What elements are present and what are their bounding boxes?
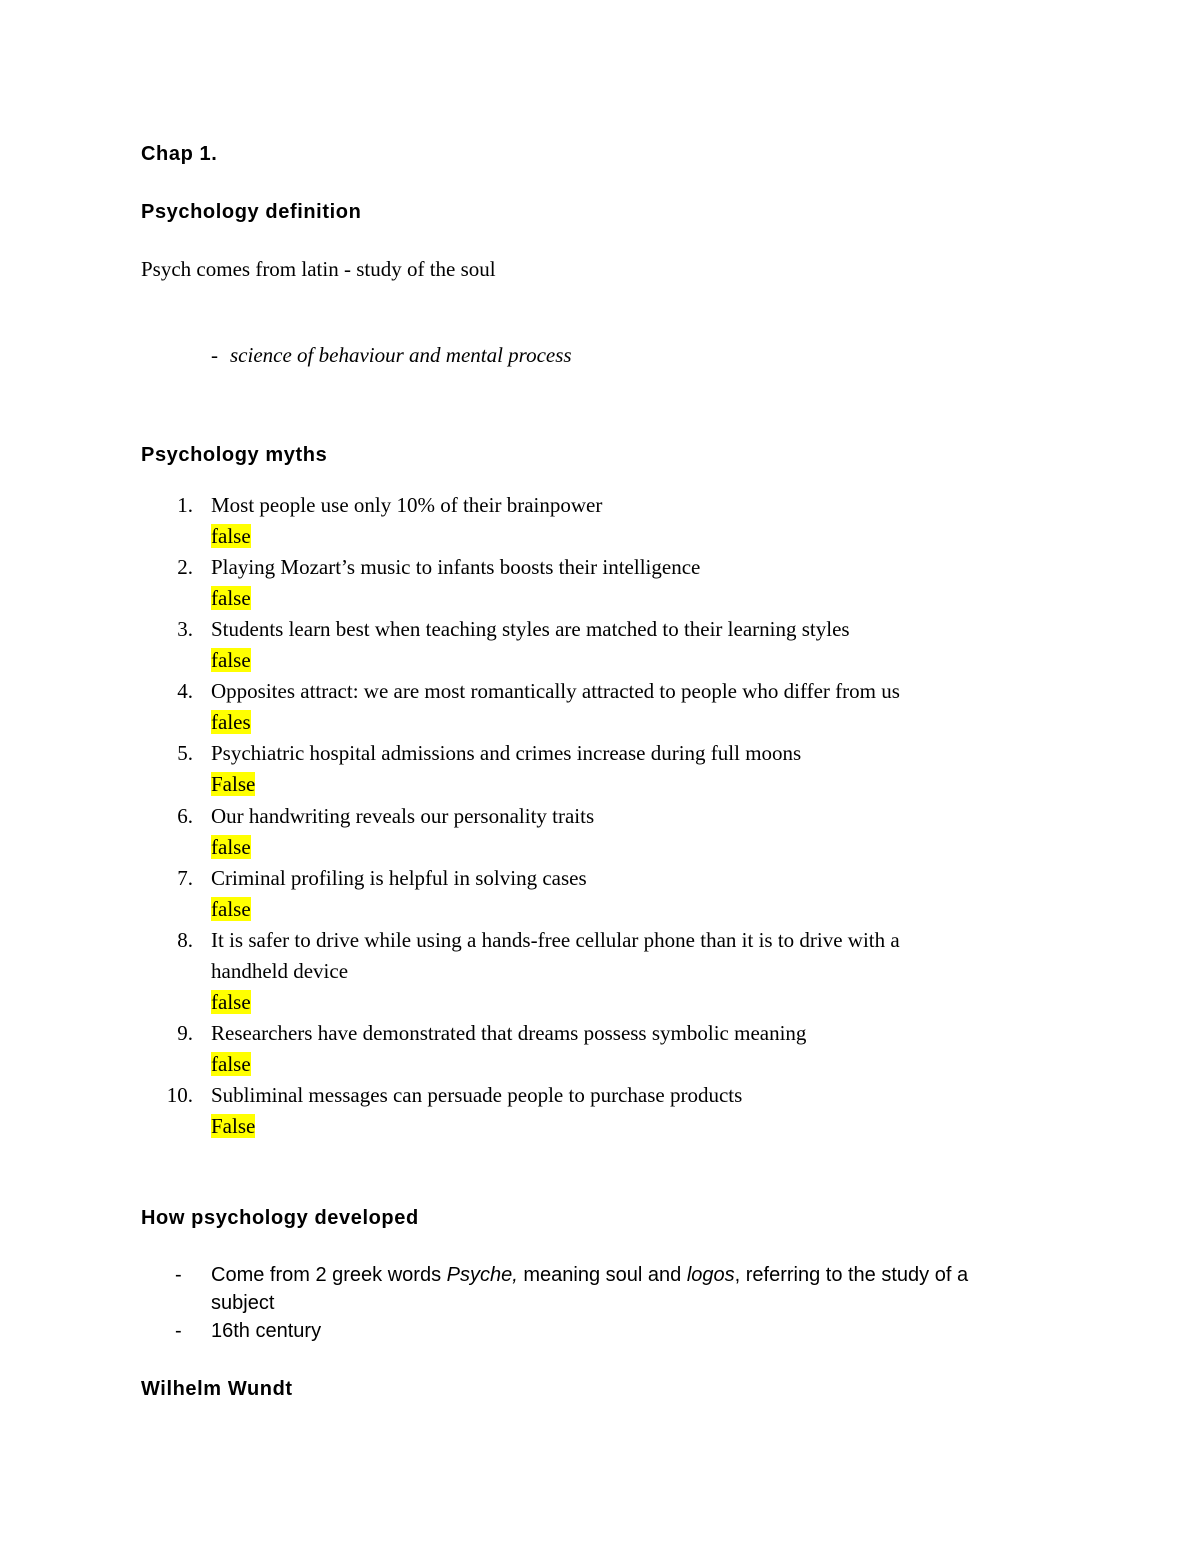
- myth-answer: false: [211, 990, 251, 1014]
- list-item: Psychiatric hospital admissions and crimes increase during full moons: [211, 741, 802, 765]
- list-item: Opposites attract: we are most romantically attracted to people who differ from us: [211, 679, 900, 703]
- wundt-heading: Wilhelm Wundt: [141, 1378, 293, 1400]
- myth-answer: false: [211, 1052, 251, 1076]
- list-item: Our handwriting reveals our personality traits: [211, 804, 595, 828]
- list-item-number: 1.: [177, 493, 193, 517]
- list-item: Subliminal messages can persuade people to purchase products: [211, 1083, 743, 1107]
- list-item-continuation: handheld device: [211, 959, 349, 983]
- list-item: It is safer to drive while using a hands-free cellular phone than it is to drive with a: [211, 928, 900, 952]
- developed-bullet-2: 16th century: [211, 1320, 322, 1342]
- definition-heading: Psychology definition: [141, 201, 362, 223]
- myth-answer: false: [211, 586, 251, 610]
- myth-answer: false: [211, 835, 251, 859]
- myth-answer: false: [211, 648, 251, 672]
- myth-answer: fales: [211, 710, 251, 734]
- bullet-dash: -: [175, 1320, 182, 1342]
- list-item: Criminal profiling is helpful in solving cases: [211, 866, 587, 890]
- developed-bullet-1: [211, 1264, 968, 1287]
- definition-item: science of behaviour and mental process: [230, 343, 572, 367]
- list-item: Playing Mozart’s music to infants boosts their intelligence: [211, 555, 701, 579]
- myth-answer: false: [211, 897, 251, 921]
- myth-answer: false: [211, 524, 251, 548]
- list-item: Researchers have demonstrated that dreams possess symbolic meaning: [211, 1021, 807, 1045]
- myth-answer: False: [211, 772, 256, 796]
- myth-answer: False: [211, 1114, 256, 1138]
- definition-dash: -: [211, 343, 218, 367]
- list-item-number: 7.: [177, 866, 193, 890]
- list-item: Most people use only 10% of their brainpower: [211, 493, 603, 517]
- list-item-number: 5.: [177, 741, 193, 765]
- list-item-number: 9.: [177, 1021, 193, 1045]
- bullet-text: Come from 2 greek words: [211, 1264, 447, 1286]
- list-item-number: 4.: [177, 679, 193, 703]
- developed-bullet-1-continuation: subject: [211, 1292, 275, 1314]
- list-item: Students learn best when teaching styles are matched to their learning styles: [211, 617, 850, 641]
- term-logos: logos: [686, 1264, 735, 1286]
- bullet-text: meaning soul and: [517, 1264, 687, 1286]
- bullet-dash: -: [175, 1264, 182, 1286]
- chapter-title: Chap 1.: [141, 143, 218, 165]
- myths-heading: Psychology myths: [141, 444, 328, 466]
- definition-intro: Psych comes from latin - study of the soul: [141, 257, 496, 281]
- bullet-text: , referring to the study of a: [734, 1264, 969, 1286]
- term-psyche: Psyche,: [446, 1264, 518, 1286]
- list-item-number: 3.: [177, 617, 193, 641]
- list-item-number: 2.: [177, 555, 193, 579]
- list-item-number: 8.: [177, 928, 193, 952]
- developed-heading: How psychology developed: [141, 1207, 419, 1229]
- list-item-number: 10.: [166, 1083, 193, 1107]
- list-item-number: 6.: [177, 804, 193, 828]
